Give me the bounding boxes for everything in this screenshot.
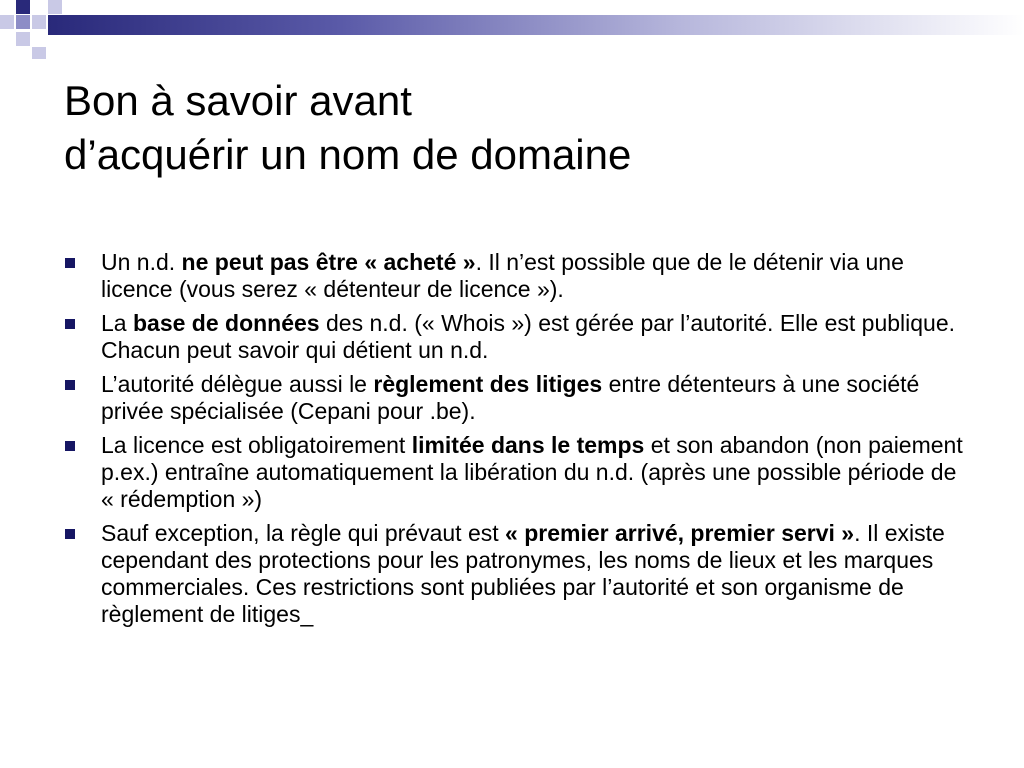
header-decoration	[0, 0, 1024, 60]
bullet-text: La	[101, 310, 133, 336]
slide-title-line-1: Bon à savoir avant	[64, 77, 412, 124]
bullet-list	[64, 249, 974, 635]
bullet-item	[64, 310, 974, 364]
bullet-item	[64, 249, 974, 303]
bullet-text: La licence est obligatoirement	[101, 432, 412, 458]
bullet-emphasis: règlement des litiges	[373, 371, 603, 397]
bullet-emphasis: limitée dans le temps	[411, 432, 645, 458]
bullet-item	[64, 520, 974, 628]
square-bullet-icon	[65, 529, 75, 539]
bullet-text: entre détenteurs à une société privée spécialisée (Cepani pour .be).	[101, 371, 920, 424]
square-bullet-icon	[65, 441, 75, 451]
bullet-text: Sauf exception, la règle qui prévaut est	[101, 520, 506, 546]
square-bullet-icon	[65, 258, 75, 268]
decor-square	[16, 0, 30, 14]
slide-title	[64, 74, 631, 182]
bullet-text: et son abandon (non paiement p.ex.) entraîne automatiquement la libération du n.d. (après une possible période de « rédemption »)	[101, 432, 963, 512]
bullet-item	[64, 371, 974, 425]
decor-square	[16, 15, 30, 29]
decor-square	[48, 0, 62, 14]
slide-title-line-2: d’acquérir un nom de domaine	[64, 131, 632, 178]
bullet-text: des n.d. (« Whois ») est gérée par l’autorité. Elle est publique. Chacun peut savoir qui détient un n.d.	[101, 310, 956, 363]
decor-square	[0, 15, 14, 29]
bullet-item	[64, 432, 974, 513]
decor-square	[32, 47, 46, 59]
square-bullet-icon	[65, 319, 75, 329]
bullet-text: . Il existe cependant des protections pour les patronymes, les noms de lieux et les marques commerciales. Ces restrictions sont publiées par l’autorité et son organisme de règlement de litiges_	[101, 520, 945, 627]
decor-square	[32, 15, 46, 29]
bullet-emphasis: ne peut pas être « acheté »	[181, 249, 476, 275]
bullet-text: . Il n’est possible que de le détenir via une licence (vous serez « détenteur de licence »).	[101, 249, 904, 302]
bullet-text: L’autorité délègue aussi le	[101, 371, 374, 397]
bullet-emphasis: « premier arrivé, premier servi »	[505, 520, 855, 546]
square-bullet-icon	[65, 380, 75, 390]
bullet-text: Un n.d.	[101, 249, 182, 275]
bullet-emphasis: base de données	[132, 310, 320, 336]
decor-gradient-bar	[48, 15, 1024, 35]
decor-square	[16, 32, 30, 46]
